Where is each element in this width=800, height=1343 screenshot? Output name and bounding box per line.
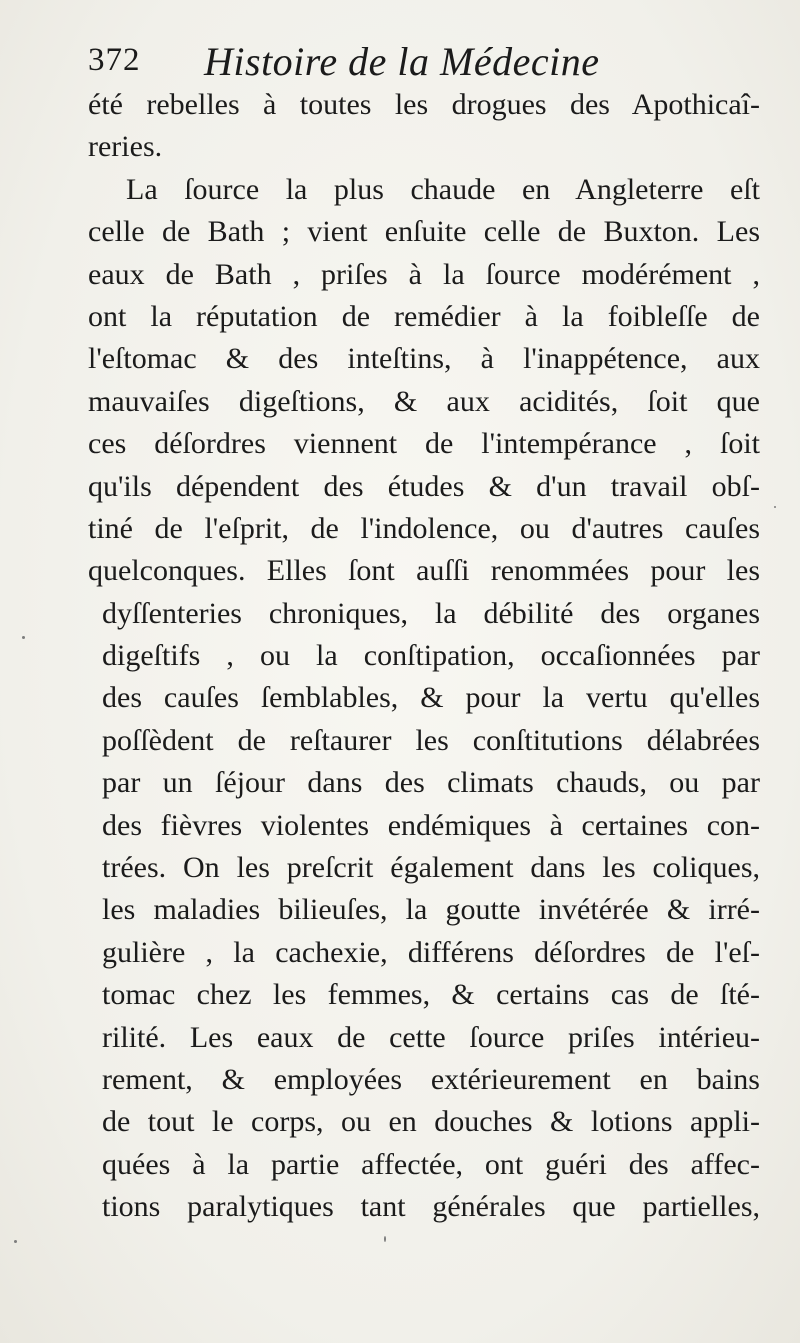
text-line: mauvaiſes digeſtions, & aux acidités, ſoit que [88, 384, 760, 418]
text-line: quelconques. Elles ſont auſſi renommées pour les [88, 554, 760, 588]
text-line: ces déſordres viennent de l'intempérance , ſoit [88, 427, 760, 461]
text-line: ont la réputation de remédier à la foibleſſe de [88, 299, 760, 333]
text-line: celle de Bath ; vient enſuite celle de Buxton. Les [88, 215, 760, 249]
text-line: des fièvres violentes endémiques à certaines con- [102, 808, 760, 842]
paper-speck [14, 1240, 17, 1243]
text-line: par un ſéjour dans des climats chauds, ou par [102, 766, 760, 800]
text-line: rement, & employées extérieurement en bains [102, 1062, 760, 1096]
text-line: digeſtifs , ou la conſtipation, occaſionnées par [102, 639, 760, 673]
text-line: l'eſtomac & des inteſtins, à l'inappétence, aux [88, 342, 760, 376]
running-title: Histoire de la Médecine [204, 39, 600, 84]
text-line: été rebelles à toutes les drogues des Apothicaî- [88, 88, 760, 121]
text-line: eaux de Bath , priſes à la ſource modérément , [88, 257, 760, 291]
paragraph-first-line: La ſource la plus chaude en Angleterre eſt [126, 172, 760, 206]
body-text [88, 84, 760, 1229]
text-line: poſſèdent de reſtaurer les conſtitutions délabrées [102, 723, 760, 757]
text-line: rilité. Les eaux de cette ſource priſes intérieu- [102, 1020, 760, 1054]
text-line: de tout le corps, ou en douches & lotions appli- [102, 1105, 760, 1139]
page-number: 372 [88, 42, 141, 78]
text-line: tions paralytiques tant générales que partielles, [102, 1190, 760, 1224]
text-line: trées. On les preſcrit également dans les coliques, [102, 851, 760, 885]
text-line: tiné de l'eſprit, de l'indolence, ou d'autres cauſes [88, 511, 760, 545]
page-header [88, 38, 728, 88]
text-line: des cauſes ſemblables, & pour la vertu qu'elles [102, 681, 760, 715]
text-line: dyſſenteries chroniques, la débilité des organes [102, 596, 760, 630]
text-line: qu'ils dépendent des études & d'un travail obſ- [88, 469, 760, 503]
text-line: les maladies bilieuſes, la goutte invétérée & irré- [102, 893, 760, 927]
paper-speck [22, 636, 25, 639]
text-line: tomac chez les femmes, & certains cas de ſté- [102, 978, 760, 1012]
text-line: gulière , la cachexie, différens déſordres de l'eſ- [102, 935, 760, 969]
text-line: quées à la partie affectée, ont guéri des affec- [102, 1147, 760, 1181]
text-line: reries. [88, 130, 163, 164]
paper-speck [384, 1236, 386, 1242]
paper-speck [774, 506, 776, 508]
